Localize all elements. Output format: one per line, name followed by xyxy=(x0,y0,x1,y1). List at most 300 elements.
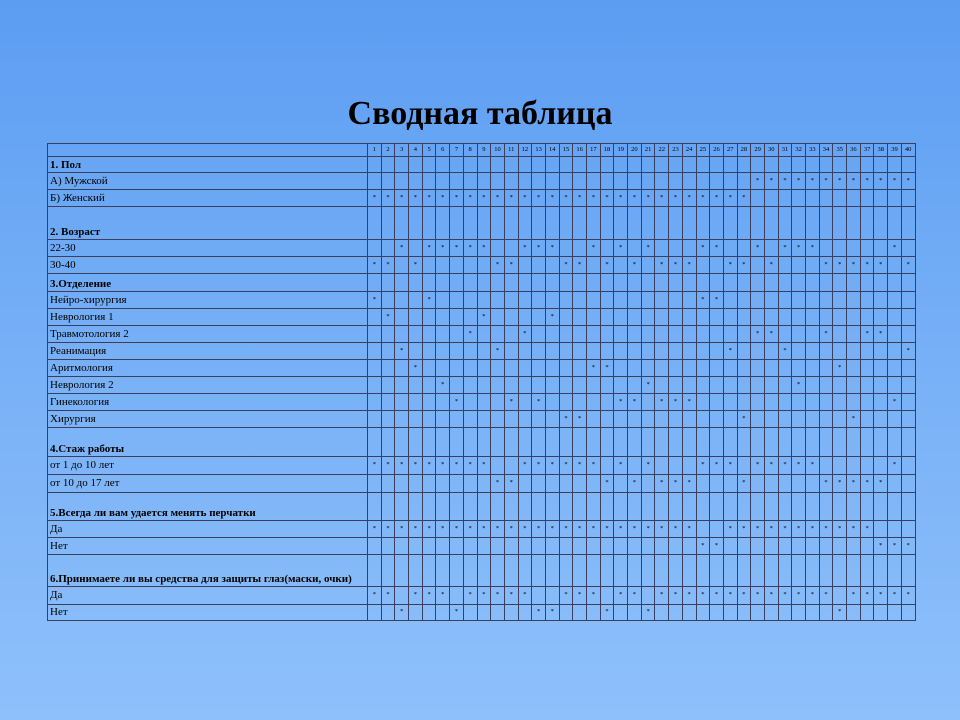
mark-cell xyxy=(806,309,820,326)
mark-cell xyxy=(545,475,559,493)
column-header: 13 xyxy=(532,144,546,157)
mark-cell xyxy=(559,240,573,257)
mark-cell xyxy=(573,360,587,377)
mark-cell xyxy=(641,428,655,457)
mark-cell xyxy=(723,475,737,493)
mark-cell: * xyxy=(669,521,683,538)
mark-cell xyxy=(641,173,655,190)
mark-cell: * xyxy=(655,190,669,207)
mark-cell xyxy=(545,360,559,377)
mark-cell: * xyxy=(614,394,628,411)
mark-cell: * xyxy=(874,257,888,274)
mark-cell xyxy=(436,605,450,621)
mark-cell xyxy=(833,394,847,411)
mark-cell: * xyxy=(874,587,888,605)
mark-cell xyxy=(395,493,409,521)
mark-cell xyxy=(409,377,423,394)
column-header: 20 xyxy=(628,144,642,157)
mark-cell xyxy=(737,377,751,394)
mark-cell xyxy=(381,292,395,309)
mark-cell xyxy=(723,394,737,411)
mark-cell: * xyxy=(874,173,888,190)
mark-cell: * xyxy=(559,587,573,605)
mark-cell xyxy=(682,538,696,555)
mark-cell xyxy=(395,411,409,428)
mark-cell xyxy=(723,274,737,292)
mark-cell xyxy=(477,394,491,411)
mark-cell xyxy=(381,428,395,457)
mark-cell xyxy=(682,555,696,587)
mark-cell xyxy=(573,475,587,493)
mark-cell xyxy=(545,257,559,274)
mark-cell xyxy=(518,343,532,360)
mark-cell xyxy=(436,475,450,493)
mark-cell xyxy=(532,274,546,292)
mark-cell xyxy=(573,157,587,173)
mark-cell xyxy=(381,394,395,411)
mark-cell xyxy=(847,605,861,621)
mark-cell xyxy=(710,377,724,394)
row-label: Да xyxy=(48,521,368,538)
mark-cell xyxy=(395,587,409,605)
mark-cell: * xyxy=(573,521,587,538)
mark-cell xyxy=(409,309,423,326)
mark-cell: * xyxy=(477,521,491,538)
column-header: 7 xyxy=(450,144,464,157)
mark-cell xyxy=(710,274,724,292)
mark-cell xyxy=(737,394,751,411)
mark-cell: * xyxy=(504,587,518,605)
mark-cell xyxy=(504,292,518,309)
mark-cell xyxy=(764,555,778,587)
mark-cell xyxy=(422,493,436,521)
mark-cell xyxy=(628,173,642,190)
column-header: 30 xyxy=(764,144,778,157)
mark-cell: * xyxy=(491,190,505,207)
table-row xyxy=(48,475,916,493)
mark-cell xyxy=(847,377,861,394)
mark-cell xyxy=(573,274,587,292)
section-row xyxy=(48,555,916,587)
mark-cell xyxy=(463,555,477,587)
mark-cell xyxy=(901,274,915,292)
mark-cell xyxy=(806,157,820,173)
mark-cell xyxy=(819,394,833,411)
mark-cell xyxy=(819,309,833,326)
mark-cell xyxy=(901,292,915,309)
mark-cell xyxy=(532,309,546,326)
mark-cell xyxy=(847,292,861,309)
mark-cell xyxy=(860,157,874,173)
mark-cell: * xyxy=(436,521,450,538)
mark-cell: * xyxy=(600,521,614,538)
mark-cell xyxy=(792,428,806,457)
mark-cell: * xyxy=(696,587,710,605)
mark-cell xyxy=(518,292,532,309)
mark-cell xyxy=(792,360,806,377)
mark-cell xyxy=(422,207,436,240)
mark-cell: * xyxy=(545,521,559,538)
mark-cell: * xyxy=(833,605,847,621)
mark-cell xyxy=(819,240,833,257)
mark-cell xyxy=(422,475,436,493)
mark-cell: * xyxy=(545,190,559,207)
mark-cell xyxy=(737,309,751,326)
mark-cell: * xyxy=(573,411,587,428)
mark-cell xyxy=(409,428,423,457)
mark-cell xyxy=(573,555,587,587)
mark-cell xyxy=(710,493,724,521)
column-header: 15 xyxy=(559,144,573,157)
mark-cell: * xyxy=(819,521,833,538)
mark-cell xyxy=(628,274,642,292)
mark-cell xyxy=(860,309,874,326)
table-row xyxy=(48,257,916,274)
mark-cell xyxy=(573,292,587,309)
mark-cell xyxy=(381,475,395,493)
mark-cell xyxy=(436,555,450,587)
mark-cell xyxy=(751,475,765,493)
mark-cell xyxy=(806,207,820,240)
mark-cell xyxy=(819,190,833,207)
mark-cell xyxy=(751,377,765,394)
mark-cell xyxy=(573,428,587,457)
mark-cell: * xyxy=(833,173,847,190)
mark-cell xyxy=(641,360,655,377)
mark-cell xyxy=(860,207,874,240)
mark-cell xyxy=(819,538,833,555)
mark-cell xyxy=(381,555,395,587)
mark-cell xyxy=(409,394,423,411)
mark-cell xyxy=(696,274,710,292)
mark-cell: * xyxy=(669,475,683,493)
mark-cell xyxy=(628,343,642,360)
mark-cell xyxy=(422,274,436,292)
mark-cell xyxy=(710,555,724,587)
mark-cell xyxy=(614,360,628,377)
mark-cell xyxy=(559,343,573,360)
mark-cell xyxy=(806,326,820,343)
mark-cell xyxy=(628,377,642,394)
mark-cell xyxy=(901,521,915,538)
mark-cell xyxy=(463,605,477,621)
mark-cell: * xyxy=(847,257,861,274)
column-header: 28 xyxy=(737,144,751,157)
mark-cell xyxy=(778,274,792,292)
mark-cell xyxy=(641,411,655,428)
mark-cell xyxy=(888,475,902,493)
mark-cell xyxy=(888,493,902,521)
mark-cell xyxy=(573,173,587,190)
mark-cell xyxy=(833,428,847,457)
mark-cell xyxy=(573,538,587,555)
mark-cell xyxy=(587,292,601,309)
mark-cell xyxy=(874,207,888,240)
section-row xyxy=(48,157,916,173)
mark-cell xyxy=(710,157,724,173)
mark-cell xyxy=(395,428,409,457)
mark-cell: * xyxy=(874,475,888,493)
mark-cell: * xyxy=(559,190,573,207)
mark-cell xyxy=(669,411,683,428)
mark-cell xyxy=(778,360,792,377)
mark-cell xyxy=(491,428,505,457)
mark-cell xyxy=(436,173,450,190)
mark-cell xyxy=(463,257,477,274)
mark-cell xyxy=(655,411,669,428)
mark-cell xyxy=(532,173,546,190)
mark-cell xyxy=(874,190,888,207)
mark-cell xyxy=(723,538,737,555)
mark-cell: * xyxy=(587,360,601,377)
mark-cell: * xyxy=(655,521,669,538)
mark-cell xyxy=(587,274,601,292)
row-label: 2. Возраст xyxy=(48,207,368,240)
mark-cell xyxy=(559,157,573,173)
mark-cell: * xyxy=(532,605,546,621)
mark-cell: * xyxy=(751,457,765,475)
mark-cell xyxy=(614,309,628,326)
mark-cell: * xyxy=(888,587,902,605)
mark-cell xyxy=(450,207,464,240)
mark-cell xyxy=(641,207,655,240)
mark-cell: * xyxy=(491,475,505,493)
mark-cell xyxy=(764,428,778,457)
mark-cell xyxy=(723,326,737,343)
mark-cell xyxy=(545,587,559,605)
mark-cell xyxy=(888,521,902,538)
mark-cell xyxy=(792,605,806,621)
mark-cell: * xyxy=(559,521,573,538)
mark-cell xyxy=(395,475,409,493)
mark-cell xyxy=(847,309,861,326)
mark-cell xyxy=(504,493,518,521)
mark-cell: * xyxy=(655,394,669,411)
mark-cell xyxy=(436,157,450,173)
mark-cell xyxy=(436,292,450,309)
mark-cell xyxy=(504,240,518,257)
mark-cell xyxy=(368,428,382,457)
mark-cell: * xyxy=(806,521,820,538)
mark-cell xyxy=(901,475,915,493)
mark-cell xyxy=(874,521,888,538)
mark-cell: * xyxy=(368,521,382,538)
mark-cell xyxy=(737,605,751,621)
summary-table xyxy=(47,143,916,621)
mark-cell xyxy=(819,428,833,457)
mark-cell xyxy=(368,493,382,521)
mark-cell xyxy=(901,240,915,257)
mark-cell xyxy=(614,292,628,309)
mark-cell: * xyxy=(888,538,902,555)
mark-cell xyxy=(368,360,382,377)
mark-cell xyxy=(436,257,450,274)
row-label: 22-30 xyxy=(48,240,368,257)
mark-cell xyxy=(751,274,765,292)
mark-cell: * xyxy=(819,173,833,190)
mark-cell xyxy=(682,292,696,309)
mark-cell xyxy=(477,326,491,343)
mark-cell xyxy=(682,157,696,173)
mark-cell: * xyxy=(888,173,902,190)
table-row xyxy=(48,190,916,207)
mark-cell xyxy=(436,538,450,555)
mark-cell xyxy=(847,274,861,292)
mark-cell xyxy=(682,457,696,475)
mark-cell xyxy=(463,411,477,428)
mark-cell xyxy=(532,207,546,240)
mark-cell xyxy=(874,309,888,326)
mark-cell xyxy=(710,360,724,377)
mark-cell xyxy=(463,493,477,521)
mark-cell xyxy=(806,493,820,521)
mark-cell: * xyxy=(614,457,628,475)
mark-cell xyxy=(682,274,696,292)
mark-cell xyxy=(833,326,847,343)
mark-cell xyxy=(600,538,614,555)
mark-cell xyxy=(518,309,532,326)
mark-cell xyxy=(504,428,518,457)
mark-cell xyxy=(696,411,710,428)
mark-cell xyxy=(587,394,601,411)
mark-cell: * xyxy=(600,605,614,621)
mark-cell xyxy=(737,343,751,360)
mark-cell: * xyxy=(368,587,382,605)
mark-cell: * xyxy=(422,587,436,605)
mark-cell xyxy=(682,240,696,257)
mark-cell xyxy=(888,207,902,240)
mark-cell xyxy=(450,343,464,360)
table-row xyxy=(48,457,916,475)
mark-cell xyxy=(450,411,464,428)
mark-cell xyxy=(381,605,395,621)
mark-cell xyxy=(710,521,724,538)
mark-cell xyxy=(409,240,423,257)
mark-cell xyxy=(751,157,765,173)
mark-cell xyxy=(778,157,792,173)
mark-cell: * xyxy=(395,605,409,621)
mark-cell xyxy=(669,173,683,190)
mark-cell xyxy=(888,292,902,309)
mark-cell xyxy=(696,173,710,190)
mark-cell xyxy=(381,240,395,257)
mark-cell xyxy=(463,173,477,190)
mark-cell xyxy=(860,240,874,257)
mark-cell xyxy=(409,555,423,587)
mark-cell xyxy=(422,538,436,555)
mark-cell xyxy=(710,257,724,274)
mark-cell: * xyxy=(764,587,778,605)
mark-cell xyxy=(600,326,614,343)
mark-cell xyxy=(545,274,559,292)
mark-cell xyxy=(491,157,505,173)
table-row xyxy=(48,292,916,309)
mark-cell xyxy=(901,190,915,207)
mark-cell: * xyxy=(751,173,765,190)
mark-cell: * xyxy=(628,521,642,538)
mark-cell xyxy=(409,173,423,190)
mark-cell: * xyxy=(545,309,559,326)
mark-cell xyxy=(847,190,861,207)
column-header: 40 xyxy=(901,144,915,157)
mark-cell xyxy=(545,377,559,394)
mark-cell xyxy=(901,394,915,411)
mark-cell: * xyxy=(450,394,464,411)
mark-cell: * xyxy=(491,587,505,605)
mark-cell xyxy=(682,605,696,621)
mark-cell: * xyxy=(409,190,423,207)
mark-cell xyxy=(778,257,792,274)
mark-cell xyxy=(600,555,614,587)
mark-cell xyxy=(778,309,792,326)
mark-cell xyxy=(655,309,669,326)
column-header: 9 xyxy=(477,144,491,157)
mark-cell xyxy=(901,377,915,394)
mark-cell: * xyxy=(737,475,751,493)
mark-cell: * xyxy=(409,360,423,377)
row-label: А) Мужской xyxy=(48,173,368,190)
mark-cell: * xyxy=(710,457,724,475)
mark-cell xyxy=(723,555,737,587)
mark-cell xyxy=(518,493,532,521)
mark-cell xyxy=(532,292,546,309)
mark-cell xyxy=(614,475,628,493)
mark-cell xyxy=(833,587,847,605)
mark-cell xyxy=(559,538,573,555)
mark-cell xyxy=(847,555,861,587)
mark-cell xyxy=(792,326,806,343)
mark-cell: * xyxy=(422,190,436,207)
mark-cell xyxy=(655,274,669,292)
mark-cell: * xyxy=(901,538,915,555)
mark-cell xyxy=(655,428,669,457)
mark-cell xyxy=(751,207,765,240)
mark-cell xyxy=(422,157,436,173)
mark-cell xyxy=(368,326,382,343)
mark-cell xyxy=(450,326,464,343)
column-header: 32 xyxy=(792,144,806,157)
table-row xyxy=(48,605,916,621)
mark-cell xyxy=(422,257,436,274)
mark-cell xyxy=(532,257,546,274)
mark-cell: * xyxy=(641,377,655,394)
mark-cell xyxy=(587,377,601,394)
mark-cell: * xyxy=(751,521,765,538)
mark-cell xyxy=(368,157,382,173)
mark-cell xyxy=(737,240,751,257)
mark-cell xyxy=(422,360,436,377)
mark-cell: * xyxy=(450,190,464,207)
mark-cell xyxy=(573,377,587,394)
column-header: 6 xyxy=(436,144,450,157)
mark-cell xyxy=(614,207,628,240)
mark-cell xyxy=(806,475,820,493)
mark-cell: * xyxy=(778,521,792,538)
mark-cell: * xyxy=(600,360,614,377)
mark-cell xyxy=(833,292,847,309)
mark-cell: * xyxy=(819,326,833,343)
mark-cell xyxy=(600,428,614,457)
mark-cell xyxy=(532,360,546,377)
mark-cell xyxy=(368,343,382,360)
mark-cell xyxy=(778,326,792,343)
mark-cell xyxy=(450,538,464,555)
column-header: 33 xyxy=(806,144,820,157)
mark-cell xyxy=(833,457,847,475)
mark-cell xyxy=(901,157,915,173)
mark-cell xyxy=(764,411,778,428)
section-row xyxy=(48,207,916,240)
